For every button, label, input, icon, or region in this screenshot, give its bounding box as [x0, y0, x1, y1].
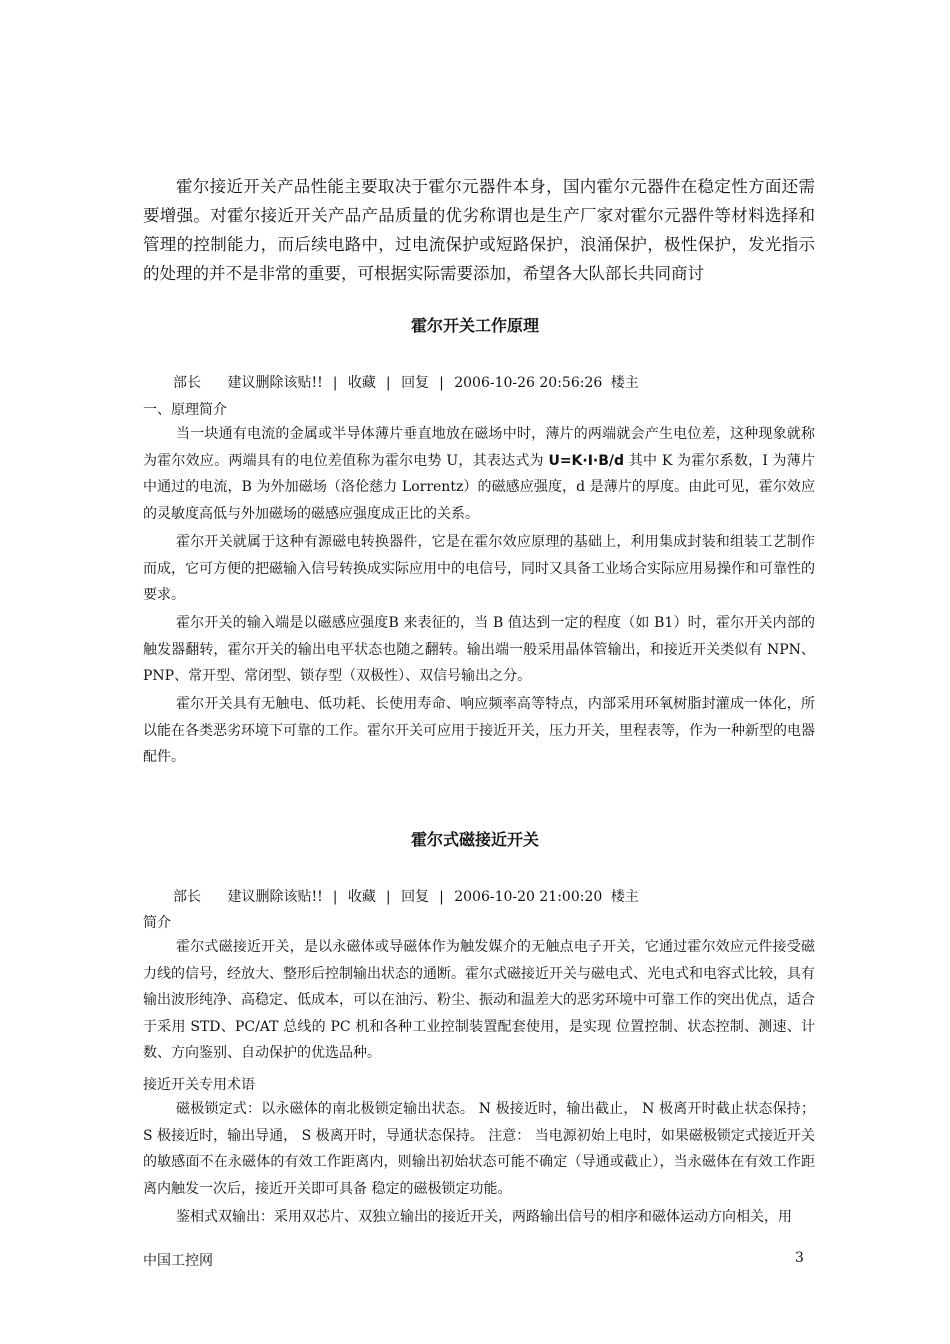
post-author: 部长	[173, 375, 201, 391]
reply-link[interactable]: 回复	[401, 889, 430, 905]
suggest-delete-link[interactable]: 建议删除该贴!!	[227, 375, 323, 391]
section-title-hall-switch-principle: 霍尔开关工作原理	[410, 316, 539, 335]
section-title-hall-magnetic-proximity-switch: 霍尔式磁接近开关	[410, 830, 539, 849]
footer-source: 中国工控网	[143, 1253, 213, 1269]
subheading-intro: 简介	[143, 915, 171, 931]
post-meta-1: 部长 建议删除该贴!! | 收藏 | 回复 | 2006-10-26 20:56:26 楼主	[173, 375, 639, 391]
post-datetime: 2006-10-20 21:00:20	[454, 889, 603, 905]
principle-paragraph-2: 霍尔开关就属于这种有源磁电转换器件，它是在霍尔效应原理的基础上，利用集成封装和组装工艺制作而成，它可方便的把磁输入信号转换成实际应用中的电信号，同时又具备工业场合实际应用易操作和可靠性的要求。	[143, 534, 815, 603]
subheading-principle-intro: 一、原理简介	[143, 402, 227, 418]
principle-paragraph-3: 霍尔开关的输入端是以磁感应强度B 来表征的，当 B 值达到一定的程度（如 B1）时，霍尔开关内部的触发器翻转，霍尔开关的输出电平状态也随之翻转。输出端一般采用晶体管输出，和接近开关类似有 NPN、PNP、常开型、常闭型、锁存型（双极性）、双信号输出之分。	[143, 615, 815, 684]
hall-formula: U=K·I·B/d	[548, 452, 625, 469]
subheading-terminology: 接近开关专用术语	[143, 1077, 255, 1093]
page-number: 3	[795, 1250, 804, 1266]
principle-paragraph-1	[143, 421, 815, 527]
post-datetime: 2006-10-26 20:56:26	[454, 375, 603, 391]
collect-link[interactable]: 收藏	[347, 375, 376, 391]
suggest-delete-link[interactable]: 建议删除该贴!!	[227, 889, 323, 905]
post-meta-2: 部长 建议删除该贴!! | 收藏 | 回复 | 2006-10-20 21:00:20 楼主	[173, 889, 639, 905]
post-author: 部长	[173, 889, 201, 905]
proximity-paragraph-1: 霍尔式磁接近开关，是以永磁体或导磁体作为触发媒介的无触点电子开关，它通过霍尔效应元件接受磁力线的信号，经放大、整形后控制输出状态的通断。霍尔式磁接近开关与磁电式、光电式和电容式比较，具有输出波形纯净、高稳定、低成本，可以在油污、粉尘、振动和温差大的恶劣环境中可靠工作的突出优点，适合于采用 STD、PC/AT 总线的 PC 机和各种工业控制装置配套使用，是实现 位置控制、状态控制、测速、计数、方向鉴别、自动保护的优选品种。	[143, 939, 815, 1061]
terminology-paragraph-1: 磁极锁定式：以永磁体的南北极锁定输出状态。 N 极接近时，输出截止， N 极离开时截止状态保持； S 极接近时，输出导通， S 极离开时，导通状态保持。 注意： 当电源初始上电时，如果磁极锁定式接近开关的敏感面不在永磁体的有效工作距离内，则输出初始状态可能不确定（导通或截止），当永磁体在有效工作距离内触发一次后，接近开关即可具备 稳定的磁极锁定功能。	[143, 1101, 815, 1197]
intro-paragraph: 霍尔接近开关产品性能主要取决于霍尔元器件本身，国内霍尔元器件在稳定性方面还需要增强。对霍尔接近开关产品产品质量的优劣称谓也是生产厂家对霍尔元器件等材料选择和管理的控制能力，而后续电路中，过电流保护或短路保护，浪涌保护，极性保护，发光指示的处理的并不是非常的重要，可根据实际需要添加，希望各大队部长共同商讨	[143, 177, 815, 283]
collect-link[interactable]: 收藏	[347, 889, 376, 905]
reply-link[interactable]: 回复	[401, 375, 430, 391]
principle-paragraph-1-text-a: 当一块通有电流的金属或半导体薄片垂直地放在磁场中时，薄片的两端就会产生电位差，这种现象就称为霍尔效应。两端具有的电位差值称为霍尔电势 U，其表达式为	[143, 426, 815, 469]
post-floor: 楼主	[610, 375, 639, 391]
principle-paragraph-1-text-b: 其中 K 为霍尔系数，I 为薄片中通过的电流，B 为外加磁场（洛伦慈力 Lorrentz）的磁感应强度，d 是薄片的厚度。由此可见，霍尔效应的灵敏度高低与外加磁场的磁感应强度成正比的关系。	[143, 452, 815, 522]
principle-paragraph-4: 霍尔开关具有无触电、低功耗、长使用寿命、响应频率高等特点，内部采用环氧树脂封灌成一体化，所以能在各类恶劣环境下可靠的工作。霍尔开关可应用于接近开关，压力开关，里程表等，作为一种新型的电器配件。	[143, 696, 815, 765]
post-floor: 楼主	[610, 889, 639, 905]
terminology-paragraph-2: 鉴相式双输出：采用双芯片、双独立输出的接近开关，两路输出信号的相序和磁体运动方向相关，用	[176, 1209, 792, 1225]
